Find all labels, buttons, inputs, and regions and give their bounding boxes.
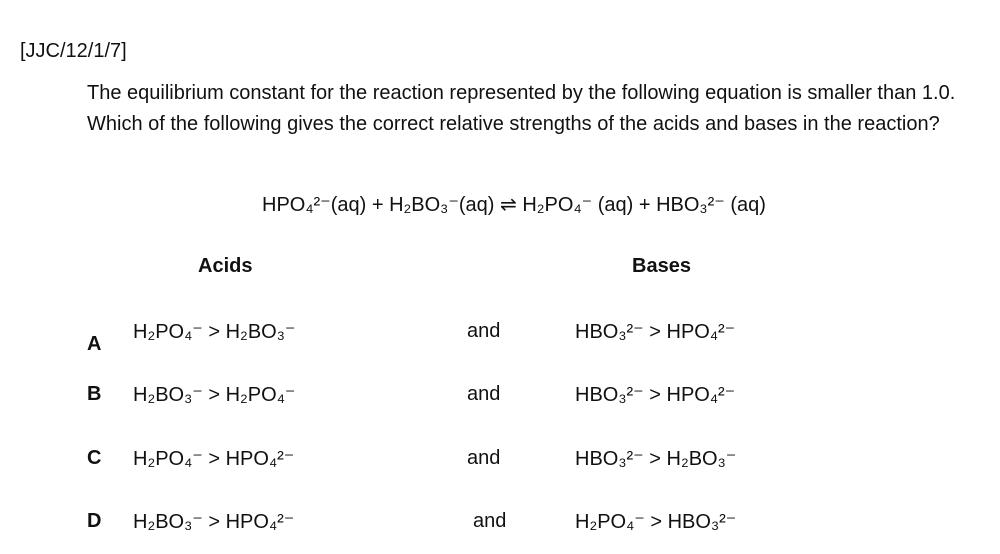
question-reference: [JJC/12/1/7] xyxy=(20,40,127,62)
option-b-acids: H₂BO₃⁻ > H₂PO₄⁻ xyxy=(133,384,296,406)
option-a-acids: H₂PO₄⁻ > H₂BO₃⁻ xyxy=(133,321,296,343)
question-text: The equilibrium constant for the reaction represented by the following equation is smaller than 1.0. Which of the following gives the correct relative strengths of the acids and bases in the reaction? xyxy=(87,82,956,135)
option-a-bases: HBO₃²⁻ > HPO₄²⁻ xyxy=(575,321,736,343)
option-c-bases: HBO₃²⁻ > H₂BO₃⁻ xyxy=(575,448,737,470)
option-a-and: and xyxy=(467,320,501,342)
option-d-bases: H₂PO₄⁻ > HBO₃²⁻ xyxy=(575,511,737,533)
option-b-letter: B xyxy=(87,383,102,405)
equilibrium-arrow-icon: ⇌ xyxy=(500,194,517,216)
option-a-letter: A xyxy=(87,333,102,355)
bases-header: Bases xyxy=(632,255,691,277)
option-d-acids: H₂BO₃⁻ > HPO₄²⁻ xyxy=(133,511,295,533)
option-d-and: and xyxy=(473,510,507,532)
option-b-bases: HBO₃²⁻ > HPO₄²⁻ xyxy=(575,384,736,406)
reaction-equation xyxy=(262,192,766,217)
option-c-acids: H₂PO₄⁻ > HPO₄²⁻ xyxy=(133,448,295,470)
option-b-and: and xyxy=(467,383,501,405)
equation-left: HPO₄²⁻(aq) + H₂BO₃⁻(aq) xyxy=(262,194,495,216)
option-d-letter: D xyxy=(87,510,102,532)
option-c-and: and xyxy=(467,447,501,469)
acids-header: Acids xyxy=(198,255,253,277)
option-c-letter: C xyxy=(87,447,102,469)
equation-right: H₂PO₄⁻ (aq) + HBO₃²⁻ (aq) xyxy=(522,194,766,216)
